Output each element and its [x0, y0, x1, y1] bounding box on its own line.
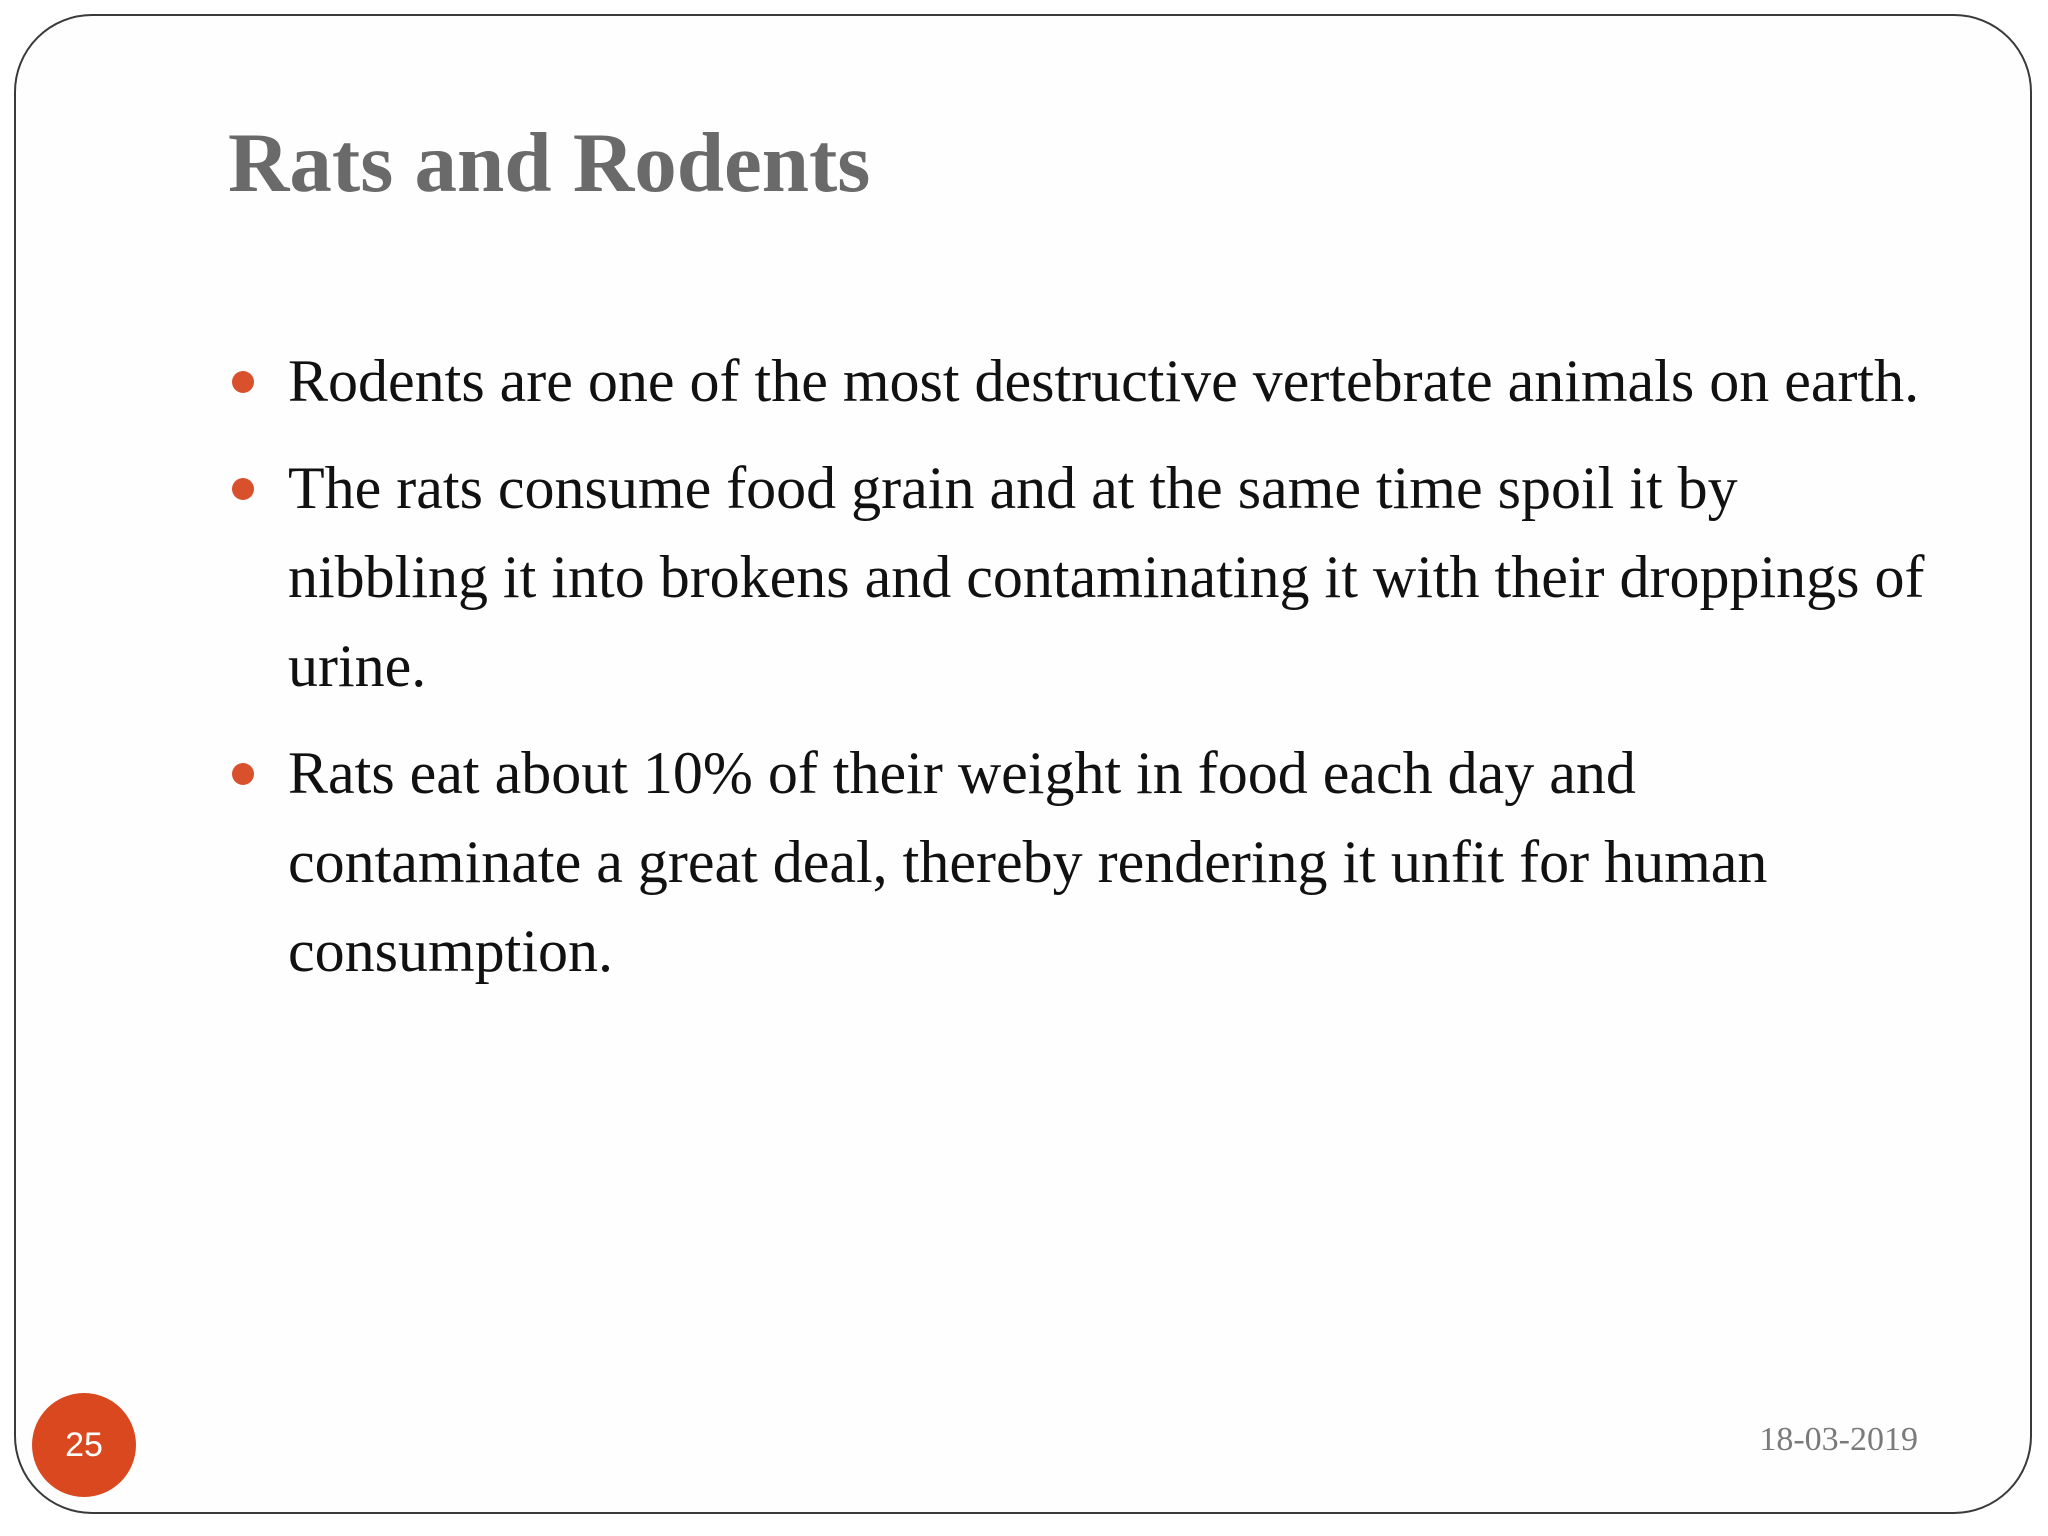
bullet-item — [228, 444, 1928, 711]
slide-date: 18-03-2019 — [1759, 1421, 1918, 1458]
bullet-item — [228, 337, 1928, 426]
bullet-list — [228, 337, 1928, 1014]
bullet-text: The rats consume food grain and at the same time spoil it by nibbling it into brokens and contaminating it with their droppings of urine. — [288, 455, 1925, 699]
bullet-text: Rodents are one of the most destructive vertebrate animals on earth. — [288, 348, 1920, 414]
bullet-dot-icon — [232, 763, 254, 785]
slide-title: Rats and Rodents — [228, 116, 871, 210]
bullet-item — [228, 729, 1928, 996]
bullet-text: Rats eat about 10% of their weight in food each day and contaminate a great deal, thereby rendering it unfit for human consumption. — [288, 740, 1768, 984]
bullet-dot-icon — [232, 478, 254, 500]
page-number-badge: 25 — [32, 1393, 136, 1497]
bullet-dot-icon — [232, 371, 254, 393]
